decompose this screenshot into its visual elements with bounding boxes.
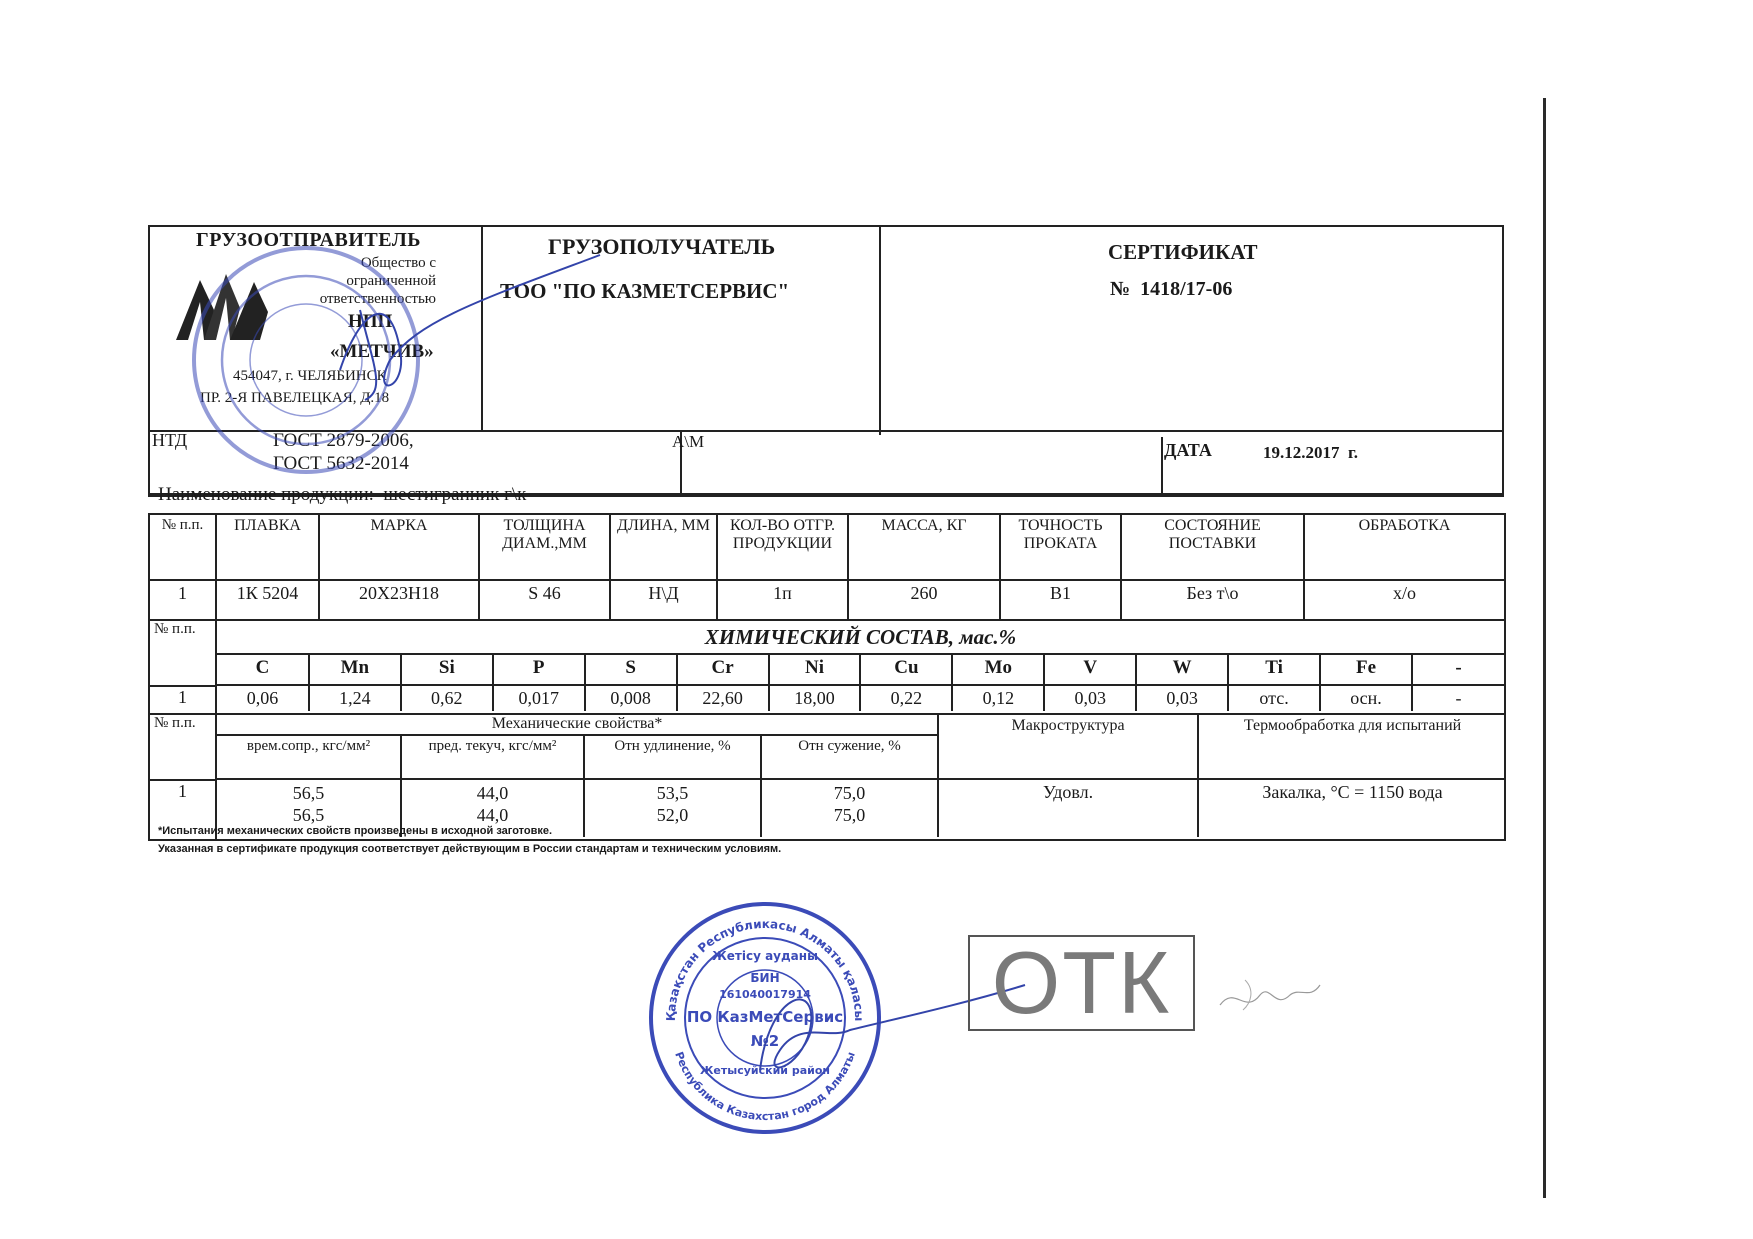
- chem-row-num: 1: [150, 685, 215, 713]
- footnote-compliance: Указанная в сертификате продукция соответствует действующим в России стандартам и техническим условиям.: [158, 843, 782, 855]
- cell-heat: 1К 5204: [216, 580, 319, 620]
- chem-element: S: [585, 655, 677, 685]
- elongation-values: 53,5 52,0: [584, 779, 761, 837]
- elongation-header: Отн удлинение, %: [584, 735, 761, 779]
- chem-value: 22,60: [677, 685, 769, 711]
- ntd-standard-1: ГОСТ 2879-2006,: [273, 430, 414, 451]
- seal-bin-number: 161040017914: [719, 988, 811, 1001]
- col-accuracy-header: ТОЧНОСТЬ ПРОКАТА: [1000, 514, 1121, 580]
- chemistry-table: [217, 655, 1504, 711]
- chem-value: 0,22: [860, 685, 952, 711]
- chem-value: осн.: [1320, 685, 1412, 711]
- date-value: 19.12.2017 г.: [1263, 443, 1359, 462]
- col-heat-header: ПЛАВКА: [216, 514, 319, 580]
- col-mass-header: МАССА, КГ: [848, 514, 1000, 580]
- yield-strength-header: пред. текуч, кгс/мм²: [401, 735, 584, 779]
- tensile-strength-header: врем.сопр., кгс/мм²: [217, 735, 401, 779]
- col-condition-header: СОСТОЯНИЕ ПОСТАВКИ: [1121, 514, 1304, 580]
- chem-element: Ti: [1228, 655, 1320, 685]
- cell-mass: 260: [848, 580, 1000, 620]
- cell-condition: Без т\о: [1121, 580, 1304, 620]
- reduction-values: 75,0 75,0: [761, 779, 938, 837]
- product-name: Наименование продукции: шестигранник г\к: [158, 484, 527, 505]
- chem-element: Fe: [1320, 655, 1412, 685]
- shipper-title: ГРУЗООТПРАВИТЕЛЬ: [196, 229, 421, 251]
- chem-value: -: [1412, 685, 1504, 711]
- product-data-row: [149, 580, 1505, 620]
- seal-top-text: Қазақстан Республикасы Алматы қаласы: [663, 916, 867, 1022]
- pencil-mark-icon: [1215, 965, 1325, 1025]
- chem-element: W: [1136, 655, 1228, 685]
- chem-value: 0,017: [493, 685, 585, 711]
- chem-element: -: [1412, 655, 1504, 685]
- seal-district-text: Жетісу ауданы: [712, 949, 818, 963]
- otk-stamp: ОТК: [968, 935, 1195, 1031]
- col-processing-header: ОБРАБОТКА: [1304, 514, 1505, 580]
- chem-value: 0,62: [401, 685, 493, 711]
- chem-value: 18,00: [769, 685, 861, 711]
- heat-treatment-label: Термообработка для испытаний: [1198, 715, 1506, 779]
- certificate-table: [148, 513, 1506, 841]
- date-label: ДАТА: [1164, 440, 1212, 460]
- mech-num-label: № п.п.: [154, 715, 196, 731]
- chem-element: Si: [401, 655, 493, 685]
- ntd-label: НТД: [152, 430, 188, 450]
- mechanical-title: Механические свойства*: [217, 715, 938, 735]
- seal-company-text: ПО КазМетСервис: [686, 1008, 844, 1026]
- col-thickness-header: ТОЛЩИНА ДИАМ.,ММ: [479, 514, 610, 580]
- mech-row-num: 1: [150, 779, 215, 839]
- chemistry-title: ХИМИЧЕСКИЙ СОСТАВ, мас.%: [217, 621, 1504, 655]
- reduction-header: Отн сужение, %: [761, 735, 938, 779]
- chem-value: 0,12: [952, 685, 1044, 711]
- cell-num: 1: [149, 580, 216, 620]
- shipper-address-2: ПР. 2-Я ПАВЕЛЕЦКАЯ, Д.18: [200, 390, 390, 406]
- cell-quantity: 1п: [717, 580, 848, 620]
- col-length-header: ДЛИНА, ММ: [610, 514, 717, 580]
- mechanical-table: [217, 715, 1506, 837]
- chem-element: Cu: [860, 655, 952, 685]
- yield-strength-values: 44,0 44,0: [401, 779, 584, 837]
- ntd-standard-2: ГОСТ 5632-2014: [273, 453, 409, 474]
- seal-bottom-text: Республика Казахстан город Алматы: [672, 1050, 858, 1123]
- chem-element: V: [1044, 655, 1136, 685]
- chem-element: Ni: [769, 655, 861, 685]
- cell-processing: х/о: [1304, 580, 1505, 620]
- chem-num-label: № п.п.: [154, 621, 196, 637]
- mechanical-block-row: [149, 714, 1505, 840]
- col-grade-header: МАРКА: [319, 514, 479, 580]
- chem-elements-row: [217, 655, 1504, 685]
- heat-treatment-value: Закалка, °С = 1150 вода: [1198, 779, 1506, 837]
- chem-value: 0,06: [217, 685, 309, 711]
- col-num-header: № п.п.: [149, 514, 216, 580]
- chem-element: C: [217, 655, 309, 685]
- cell-thickness: S 46: [479, 580, 610, 620]
- shipper-signature-icon: [330, 250, 610, 410]
- macrostructure-value: Удовл.: [938, 779, 1198, 837]
- seal-number-text: №2: [750, 1032, 780, 1050]
- seal-district-ru-text: Жетысуйский район: [699, 1064, 831, 1077]
- chem-element: P: [493, 655, 585, 685]
- chem-value: отс.: [1228, 685, 1320, 711]
- chem-element: Cr: [677, 655, 769, 685]
- macrostructure-label: Макроструктура: [938, 715, 1198, 779]
- cell-length: Н\Д: [610, 580, 717, 620]
- chem-value: 0,03: [1044, 685, 1136, 711]
- chem-values-row: [217, 685, 1504, 711]
- tensile-strength-values: 56,5 56,5: [217, 779, 401, 837]
- col-quantity-header: КОЛ-ВО ОТГР. ПРОДУКЦИИ: [717, 514, 848, 580]
- product-header-row: [149, 514, 1505, 580]
- consignee-title: ГРУЗОПОЛУЧАТЕЛЬ: [548, 234, 776, 259]
- seal-bin-label: БИН: [750, 971, 780, 985]
- consignee-name: ТОО "ПО КАЗМЕТСЕРВИС": [500, 279, 790, 303]
- chem-element: Mn: [309, 655, 401, 685]
- am-label: А\М: [672, 432, 705, 451]
- page-edge-line: [1543, 98, 1546, 1198]
- chemistry-block-row: [149, 620, 1505, 714]
- chem-element: Mo: [952, 655, 1044, 685]
- chem-value: 0,008: [585, 685, 677, 711]
- cell-accuracy: В1: [1000, 580, 1121, 620]
- certificate-number: № 1418/17-06: [1110, 278, 1233, 300]
- chem-value: 1,24: [309, 685, 401, 711]
- shipper-address-1: 454047, г. ЧЕЛЯБИНСК: [233, 368, 387, 384]
- shipper-org-brand: «МЕТЧИВ»: [330, 341, 434, 362]
- certificate-title: СЕРТИФИКАТ: [1108, 240, 1258, 264]
- chem-value: 0,03: [1136, 685, 1228, 711]
- shipper-org-type: Общество с ограниченной ответственностью: [319, 255, 436, 307]
- footnote-tests: *Испытания механических свойств произведены в исходной заготовке.: [158, 825, 553, 837]
- cell-grade: 20Х23Н18: [319, 580, 479, 620]
- shipper-org-name: НПП: [348, 311, 393, 332]
